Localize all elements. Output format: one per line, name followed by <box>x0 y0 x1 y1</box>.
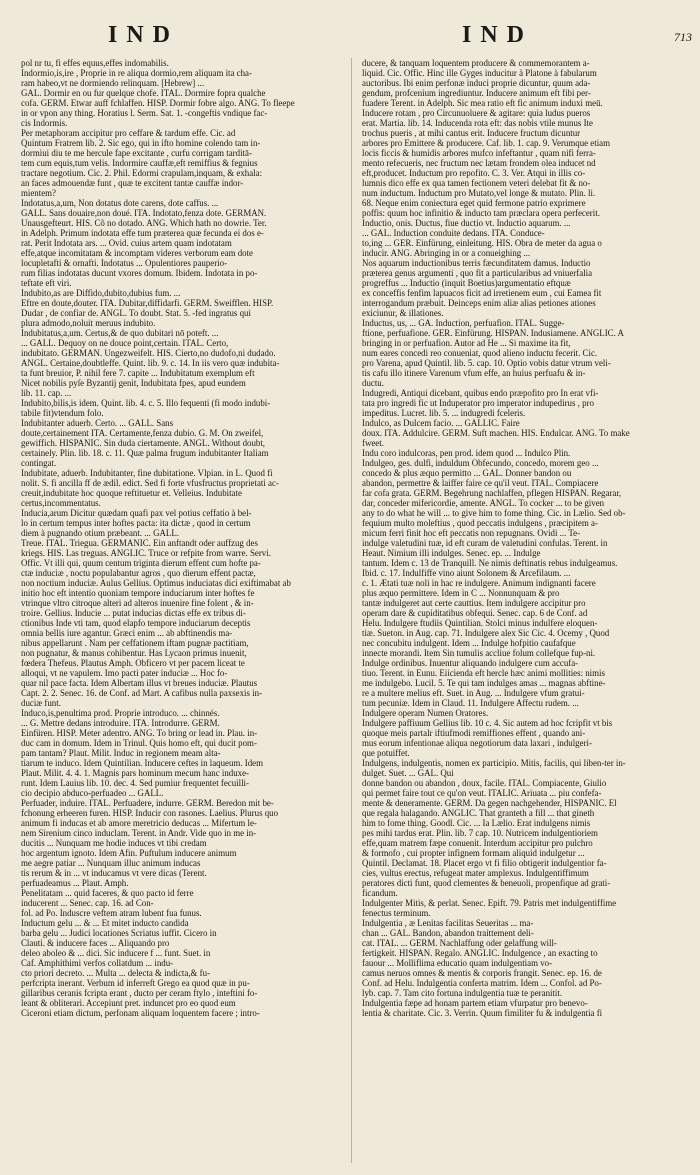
text-line: Capt. 2. 2. Senec. 16. de Conf. ad Mart. A cafibus nulla paxsexis in- <box>21 688 263 698</box>
text-line: tantum. Idem c. 13 de Tranquill. Ne nimis deftinatis rebus indulgeamus. <box>362 558 618 568</box>
text-line: hoc argentum ignoto. Idem Afin. Puftulum inducere animum <box>21 848 237 858</box>
text-line: perfuadeamus ... Plaut. Amph. <box>21 878 129 888</box>
text-line: effe,quam matrem fæpe conuenit. Interdum accipitur pro pulchro <box>362 838 593 848</box>
text-line: tata pro ingredi fic ut Induperator pro imperator indupedirus , pro <box>362 398 594 408</box>
text-line: nem Sirenium cinco induclam. Terent. in Andr. Vide quo in me in- <box>21 828 257 838</box>
text-line: Indulgens, indulgentis, nomen ex participio. Mitis, facilis, qui liben-ter in- <box>362 758 626 768</box>
text-line: tem cum equis,tum velis. Indormire cauffæ,eft remiffius & fegnius <box>21 158 258 168</box>
text-line: fol. ad Po. Induscre veftem atram lubent fua funus. <box>21 908 202 918</box>
text-line: Helu. Indulgere ftudiis Quintilian. Stolci minus indulfere eloquen- <box>362 618 598 628</box>
text-line: initio hoc eft intentio quoniam tempore induciarum inter hoftes fe <box>21 588 255 598</box>
text-line: an faces admouendæ funt , quæ te excitent tantæ cauffæ indor- <box>21 178 244 188</box>
text-line: innecte morandi. Item Sin tumulis accliue folum collefque fup-ni. <box>362 648 596 658</box>
text-line: Dudar , de confiar de. ANGL. To doubt. Stat. 5. -fed ingratus qui <box>21 308 251 318</box>
text-line: Ciceroni etiam dictum, perfonam aliquam loquentem facere ; intro- <box>21 1008 260 1018</box>
text-line: Indulgentia , æ Lenitas facilitas Seueritas ... ma- <box>362 918 534 928</box>
text-line: kriegs. HIS. Las treguas. ANGLIC. Truce or refpite from warre. Servi. <box>21 548 271 558</box>
text-line: far cofa grata. GERM. Begehrung nachlaffen, pflegen HISPAN. Regarar, <box>362 488 622 498</box>
text-line: duciæ funt. <box>21 698 61 708</box>
text-line: inducerent ... Senec. cap. 16. ad Con- <box>21 898 154 908</box>
text-line: Indulgentia fæpe ad honam partem etiam vfurpatur pro benevo- <box>362 998 588 1008</box>
text-line: donne bandon ou abandon , doux, facile. ITAL. Compiacente, Giulio <box>362 778 607 788</box>
text-line: non pugnatur, & manus cohibentur. Has Lycaon primus inuenit, <box>21 648 247 658</box>
text-line: ta funt breuior, P. nihil fere 7. capite ... Indubitatum exemplum eft <box>21 368 255 378</box>
text-line: Clauti. & inducere faces ... Aliquando pro <box>21 938 170 948</box>
text-line: pes mihi tardus erat. Plin. lib. 7 cap. 10. Nutricem indulgentioriem <box>362 828 598 838</box>
text-line: Indubitanter aduerb. Certo. ... GALL. Sans <box>21 418 174 428</box>
text-line: Unausgefteurt. HIS. Cõ no dotado. ANG. Which hath no dowrie. Ter. <box>21 218 267 228</box>
text-line: pam tantam? Plaut. Milit. Induc in regionem meam alta- <box>21 748 221 758</box>
text-line: ram habeo,vt ne dormiendo relinquam. [Hebrew] ... <box>21 78 205 88</box>
text-line: Indulgenter Mitis, & perlat. Senec. Epift. 79. Patris met indulgentiffime <box>362 898 617 908</box>
text-line: auctoribus. Ibi enim perfonæ induci proprie dicuntur, quum ada- <box>362 78 591 88</box>
text-line: que regala halagando. ANGLIC. That granteth a fill ... that gineth <box>362 808 595 818</box>
running-header <box>0 0 700 52</box>
text-line: trochus pueris , at mihi cantus erit. Inducere fructum dicuntur <box>362 128 581 138</box>
text-line: lyb. cap. 7. Tam cito fortuna indulgentia tuæ te peranitit. <box>362 988 563 998</box>
text-line: quar nil pace facta. Idem Albertam illus vt breues induciæ. Plautus <box>21 678 258 688</box>
text-line: Indugredi, Antiqui dicebant, quibus endo præpofito pro In erat vfi- <box>362 388 599 398</box>
text-line: bringing in or perfuafion. Autor ad He ... Si maxime ita fit, <box>362 338 571 348</box>
text-line: mus eorum infentionae aliqua negotiorum data laxari , indulgeri- <box>362 738 592 748</box>
text-line: fertigkeit. HISPAN. Regalo. ANGLIC. Indulgence , an exacting to <box>362 948 598 958</box>
text-line: Nicet nobilis pyſe Byzantij genit, Indubitata fpes, apud eundem <box>21 378 246 388</box>
text-line: him to fome thing. Goodl. Cic. ... Ia Lælio. Erat indulgens nimis <box>362 818 591 828</box>
text-line: lib. 11. cap. ... <box>21 388 72 398</box>
text-line: locis ficcis & humidis arbores mufco infeftantur , quam nifi ferra- <box>362 148 596 158</box>
text-line: dormiui diu te me hercule fape excitante , curfu corrigam tarditā- <box>21 148 252 158</box>
text-line: eft,producet. Inductum pro repofito. C. 3. Ver. Atqui in illis co- <box>362 168 586 178</box>
text-line: poffis: quum hoc infinitio & inducto tam præclara opera perfecerit. <box>362 208 600 218</box>
text-line: lentia & charitate. Cic. 3. Verrin. Quum fimiliter fu & indulgentia fi <box>362 1008 603 1018</box>
text-line: perfcripta inerant. Verbum id inferreft Grego ea quod quæ in pu- <box>21 978 250 988</box>
text-line: Indulgere operam Numen Oratores. <box>362 708 489 718</box>
text-line: Treue. ITAL. Triegua. GERMANIC. Ein anftandt oder auffzug des <box>21 538 258 548</box>
text-line: tiæ. Sueton. in Aug. cap. 71. Indulgere alex Sic Cic. 4. Ocemy , Quod <box>362 628 610 638</box>
text-line: certainely. Plin. lib. 18. c. 11. Quæ palma frugum indubitanter Italiam <box>21 448 269 458</box>
text-line: tantæ indulgeret aut certe cauttius. Item indulgere accipitur pro <box>362 598 586 608</box>
text-line: erat. Martia. lib. 14. Inducenda rota eft: das nobis vtile munus Ite <box>362 118 593 128</box>
text-line: ctionibus Inde vti tam, quod elapfo tempore induciarum deceptis <box>21 618 251 628</box>
text-line: diem à pugnando otium præbeant. ... GALL. <box>21 528 179 538</box>
text-line: exiciunur, & illationes. <box>362 308 444 318</box>
text-line: dar, conceder mifericordie, amente. ANGL. To cocker ... to be given <box>362 498 605 508</box>
text-line: Plaut. Milit. 4. 4. 1. Magnis pars hominum mecum hanc induxe- <box>21 768 250 778</box>
text-line: num inductum. Inductum pro Mutato,vel longe & mutato. Plin. li. <box>362 188 596 198</box>
text-line: cat. ITAL. ... GERM. Nachlaffung oder gelaffung will- <box>362 938 557 948</box>
text-line: Caf. Amphithimi verfos collatdum ... indu- <box>21 958 174 968</box>
running-head-right: IND <box>462 22 534 48</box>
text-line: tum pecuniæ. Idem in Claud. 11. Indulgere Affectu rudem. ... <box>362 698 579 708</box>
text-line: cis Indormis. <box>21 118 68 128</box>
text-line: ficandum. <box>362 888 398 898</box>
text-line: ANGL. Certaine,doubtleffe. Quint. lib. 9. c. 14. In iis vero quæ indubita- <box>21 358 280 368</box>
text-line: lumnis dico effe ex qua tamen fectionem veteri delebat fit & no- <box>362 178 591 188</box>
text-line: ... G. Mettre dedans introduire. ITA. Introdurre. GERM. <box>21 718 220 728</box>
text-line: Nos aquarum inductionibus terris fæcunditatem damus. Inductio <box>362 258 591 268</box>
text-line: cto priori decreto. ... Multa ... delecta & indicta,& fu- <box>21 968 211 978</box>
text-line: quoque meis partalr iftiufmodi remiffiones effent , quando ani- <box>362 728 586 738</box>
text-line: Einfüren. HISP. Meter adentro. ANG. To bring or lead in. Plau. in- <box>21 728 258 738</box>
text-line: que potuiffet. <box>362 748 410 758</box>
text-line: Indulgeo, ges. dulfi, induldum Obfecundo, concedo, morem geo ... <box>362 458 599 468</box>
text-line: plura admodo,noluit meruus indubito. <box>21 318 156 328</box>
text-line: Indubitatus,a,um. Certus,& de quo dubitari nō poteft. ... <box>21 328 219 338</box>
text-line: interrogandum præbuit. Deinceps enim aliæ alias petiones ationes <box>362 298 596 308</box>
text-line: peratores dicti funt, quod clementes & beneuoli, propenfique ad grati- <box>362 878 611 888</box>
text-line: ducitis ... Nunquam me hodie induces vt tibi credam <box>21 838 207 848</box>
text-line: præterea genus argumenti , quo fit a particularibus ad vniuerfalia <box>362 268 593 278</box>
text-line: fequium multo moleftius , quod peccatis indulgens , præcipitem a- <box>362 518 598 528</box>
text-line: animum fi inducas et ab amore meretricio deducas ... Mifertum le- <box>21 818 257 828</box>
text-line: Indormio,is,ire , Proprie in re aliqua dormio,rem aliquam ita cha- <box>21 68 252 78</box>
text-line: & formofo , cui propter infignem formam aliquid indulgetur ... <box>362 848 585 858</box>
text-line: leant & obliterari. Accepiunt pret. induncet pro eo quod eum <box>21 998 236 1008</box>
text-line: Inductum gelu ... & ... Et mitet inducto candida <box>21 918 189 928</box>
text-line: GAL. Dormir en ou fur quelque chofe. ITAL. Dormire fopra qualche <box>21 88 266 98</box>
text-line: inducir. ANG. Abringing in or a conueighing ... <box>362 248 531 258</box>
text-line: micum ferri finit hoc eft peccatis non repugnans. Ovidi ... Te- <box>362 528 581 538</box>
text-line: Quintum Fratrem lib. 2. Sic ego, qui in ifto homine colendo tam in- <box>21 138 261 148</box>
text-line: qui permet faire tout ce qu'on veut. ITALIC. Ariuata ... piu confefa- <box>362 788 602 798</box>
text-line: liquid. Cic. Offic. Hinc ille Gyges inducitur à Platone à fabularum <box>362 68 597 78</box>
text-line: fauour ... Molliflima educatio quam indulgentiam vo- <box>362 958 553 968</box>
text-line: rat. Perit Indotata ars. ... Ovid. cuius artem quam indotatam <box>21 238 232 248</box>
text-line: ex conceffis fenfim lapuacos ficit ad irretienem eum , cui Eamea fit <box>362 288 602 298</box>
text-line: alloqui, vt ne vapulem. Imo pacti pater induciæ ... Hoc fo- <box>21 668 228 678</box>
text-line: Perfuader, induire. ITAL. Perfuadere, indurre. GERM. Beredon mit be- <box>21 798 274 808</box>
text-line: gewiffich. HISPANIC. Sin duda ciertamente. ANGL. Without doubt, <box>21 438 266 448</box>
text-line: Indubitate, aduerb. Indubitanter, fine dubitatione. Vlpian. in L. Quod fi <box>21 468 273 478</box>
left-column <box>21 58 339 1163</box>
page-number: 713 <box>674 30 692 44</box>
text-line: nolit. S. fi ancilla ff de ædil. edict. Sed fi forte vfusfructus proprietati ac- <box>21 478 279 488</box>
text-line: Inductio, onis. Ductus, fiue ductio vt. Inductio aquarum. ... <box>362 218 571 228</box>
text-line: dulget. Suet. ... GAL. Qui <box>362 768 454 778</box>
text-line: Inductus, us, ... GA. Induction, perfuafion. ITAL. Sugge- <box>362 318 565 328</box>
text-line: tis rerum & in ... vt inducamus vt vere dicas (Terent. <box>21 868 207 878</box>
text-line: tis cafu illo itinere Varenum vfum effe, an huius perfuafu & in- <box>362 368 586 378</box>
text-line: cofa. GERM. Etwar auff fchlaffen. HISP. Dormir fobre algo. ANG. To fleepe <box>21 98 295 108</box>
text-line: ctæ induciæ , noctu populabantur agros , quo dierum effent pactæ, <box>21 568 256 578</box>
text-line: to,ing ... GER. Einfürung, einleitung. HIS. Obra de meter da agua o <box>362 238 602 248</box>
text-line: fchonung erheeren furen. HISP. Inducir con rasones. Laelius. Plurus quo <box>21 808 279 818</box>
text-line: Eftre en doute,douter. ITA. Dubitar,diffidarfi. GERM. Sweifflen. HISP. <box>21 298 274 308</box>
text-line: GALL. Sans douaire,non doué. ITA. Indotato,fenza dote. GERMAN. <box>21 208 267 218</box>
text-line: mente & deneramente. GERM. Da gegen nachgehender, HISPANIC. El <box>362 798 617 808</box>
text-line: doute,certainement ITA. Certamente,fenza dubio. G. M. On zweifel, <box>21 428 264 438</box>
text-line: lo in certum tempus inter hoftes pacta: ita dictæ , quod in certum <box>21 518 251 528</box>
text-line: ductu. <box>362 378 384 388</box>
text-line: tractare negotium. Cic. 2. Phil. Edormi crapulam,inquam, & exhala: <box>21 168 263 178</box>
text-line: Per metaphoram accipitur pro ceffare & tardum effe. Cic. ad <box>21 128 236 138</box>
text-line: tiarum te induco. Idem Quintilian. Inducere ceftes in laqueum. Idem <box>21 758 264 768</box>
text-line: Ibid. c. 17. Indulfiffe vino aiunt Solonem & Arcefilaum. ... <box>362 568 571 578</box>
text-line: fœdera Thefeus. Plautus Amph. Obficero vt per pacem liceat te <box>21 658 245 668</box>
text-line: contingat. <box>21 458 57 468</box>
text-line: barba gelu ... Judici locationes Scriatus iuffit. Cicero in <box>21 928 217 938</box>
right-column <box>362 58 680 1163</box>
text-line: arbores pro Emittere & producere. Caf. lib. 1. cap. 9. Verumque etiam <box>362 138 611 148</box>
text-line: in Adelph. Primum indotata effe tum præterea quæ fecunda ei dos e- <box>21 228 264 238</box>
text-line: mientem? <box>21 188 56 198</box>
text-line: ftione, perfuafione. GER. Einfürung. HISPAN. Indusiamene. ANGLIC. A <box>362 328 624 338</box>
text-line: cio decipio abduco-perfuadeo ... GALL. <box>21 788 164 798</box>
text-line: Indubito,bilis,is idem. Quint. lib. 4. c. 5. Illo fequenti (fi modo indubi- <box>21 398 271 408</box>
text-line: tiuo. Terent. in Eunu. Eiicienda eft hercle hæc animi mollities: nimis <box>362 668 605 678</box>
text-line: abandon, permettre & laiffer faire ce qu'il veut. ITAL. Compiacere <box>362 478 599 488</box>
running-head-left: IND <box>108 22 180 48</box>
text-line: plus æquo permittere. Idem in C ... Nonnunquam & pro <box>362 588 560 598</box>
text-line: Heaut. Nimium illi indulges. Senec. ep. ... Indulge <box>362 548 541 558</box>
text-line: Indulgere paffiuum Gellius lib. 10 c. 4. Sic autem ad hoc fcripfit vt bis <box>362 718 613 728</box>
text-line: vtrinque vltro citroque alteri ad alteros inuenire fine folent , & in- <box>21 598 254 608</box>
text-line: camus neruos omnes & mentis & corporis frangit. Senec. ep. 16. de <box>362 968 602 978</box>
text-line: pro Varena, apud Quintil. lib. 5. cap. 10. Optio vobis datur vtrum veli- <box>362 358 611 368</box>
text-line: certus,incommentatus. <box>21 498 101 508</box>
text-line: Indubito,as are Diffido,dubito,dubius fum. ... <box>21 288 181 298</box>
text-line: Conf. ad Helu. Indulgentia conferta matrim. Idem ... Confol. ad Po- <box>362 978 602 988</box>
text-line: Induco,is,penultima prod. Proprie introduco. ... chinnés. <box>21 708 220 718</box>
text-line: Indulge ordinibus. Inuentur aliquando indulgere cum accufa- <box>362 658 579 668</box>
text-line: fenectus terminum. <box>362 908 431 918</box>
text-line: me indulgebo. Lucil. 5. Te qui tam indulges amas ... magnas abftine- <box>362 678 606 688</box>
text-line: Inducere rotam , pro Circunuoluere & agitare: quia ludus pueros <box>362 108 591 118</box>
text-line: concedo & plus æquo permitto ... GAL. Donner bandon ou <box>362 468 572 478</box>
text-line: in or vpon any thing. Horatius l. Serm. Sat. 1. -congeftis vndique fac- <box>21 108 268 118</box>
text-line: teftate eft viri. <box>21 278 72 288</box>
text-line: chan ... GAL. Bandon, abandon traittement deli- <box>362 928 534 938</box>
text-line: Indu coro indulcoras, pen prod. idem quod ... Indulco Plin. <box>362 448 571 458</box>
text-line: fuadere Terent. in Adelph. Sic mea ratio eft fic animum induxi meū. <box>362 98 603 108</box>
text-line: creuit,indubitate hoc quoque reftituetur et. Velleius. Indubitate <box>21 488 242 498</box>
text-line: pol nr tu, fi effes equus,effes indomabilis. <box>21 58 169 68</box>
text-line: nec concubitu indulgent. Idem ... Indulge hofpitio caufafque <box>362 638 576 648</box>
text-line: non noctium induciæ. Aulus Gellius. Optimus induciatas dici exiftimabat ab <box>21 578 291 588</box>
text-line: Quintil. Declamat. 18. Placet ergo vt fi filio obtigerit indulgentior fa- <box>362 858 607 868</box>
text-line: ... GAL. Induction conduite dedans. ITA. Conduce- <box>362 228 545 238</box>
text-line: Indotatus,a,um, Non dotatus dote carens, dote caffus. ... <box>21 198 219 208</box>
text-line: gillaribus ceranis fcripta erant , ducto per ceram ftylo , inteftini fo- <box>21 988 258 998</box>
text-line: mento refecueris, nec fructum nec lætam frondem olea inducet nd <box>362 158 596 168</box>
text-line: gendum, profcenium ingrediuntur. Inducere animum eft fibi per- <box>362 88 591 98</box>
text-line: Offic. Vt illi qui, quum centum triginta dierum effent cum hofte pa- <box>21 558 261 568</box>
text-line: indulge valetudini tuæ, id eft curam de valetudini confulas. Terent. in <box>362 538 608 548</box>
text-line: c. 1. Ætati tuæ noli in hac re indulgere. Animum indignanti facere <box>362 578 596 588</box>
text-line: 68. Neque enim coniectura eget quid fermone patrio exprimere <box>362 198 586 208</box>
text-line: omnia bellis iure agantur. Græci enim ... ab abftinendis ma- <box>21 628 233 638</box>
text-line: me aegre patiar ... Nunquam illuc animum inducas <box>21 858 201 868</box>
text-line: duc cam in domum. Idem in Trinul. Quis homo eft, qui ducit pom- <box>21 738 257 748</box>
text-line: operam dare & cupiditatibus obfequi. Senec. cap. 6 de Conf. ad <box>362 608 588 618</box>
text-line: Inducia,arum Dicitur quædam quafi pax vel potius ceffatio à bel- <box>21 508 252 518</box>
text-line: ... GALL. Dequoy on ne douce point,certain. ITAL. Certo, <box>21 338 229 348</box>
text-line: indubitato. GERMAN. Ungezweifelt. HIS. Cierto,no dudofo,ni dudado. <box>21 348 276 358</box>
text-line: impeditus. Lucret. lib. 5. ... indugredi fceleris. <box>362 408 526 418</box>
text-line: progreffus ... Inductio (inquit Boetius)argumentatio eftquæ <box>362 278 571 288</box>
text-line: effe,atque incomitatam & incomptam videres verborum eam dote <box>21 248 253 258</box>
text-line: fweet. <box>362 438 384 448</box>
text-line: ducere, & tanquam loquentem producere & commemorantem a- <box>362 58 590 68</box>
text-line: rum filias indotatas ducunt vxores domum. Ibidem. Indotata in po- <box>21 268 258 278</box>
text-line: any to do what he will ... to give him to fome thing. Cic. in Lælio. Sed ob- <box>362 508 626 518</box>
text-line: cies, vultus erectus, refugeat mater amplexus. Indulgentiffimum <box>362 868 589 878</box>
column-divider <box>351 58 352 1163</box>
text-line: tabile fit)vtendum folo. <box>21 408 104 418</box>
text-line: doux. ITA. Addulcire. GERM. Suft machen. HIS. Endulcar. ANG. To make <box>362 428 630 438</box>
text-line: num eares concedi reo conueniat, quod alieno inductu fecerit. Cic. <box>362 348 598 358</box>
text-line: Indulco, as Dulcem facio. ... GALLIC. Faire <box>362 418 520 428</box>
text-line: deleo aboleo & ... dici. Sic inducere f ... funt. Suet. in <box>21 948 211 958</box>
text-line: troire. Gellius. Inducie ... putat inducias dictas effe ex tribus di- <box>21 608 246 618</box>
text-line: re a multere melius eft. Suet. in Aug. ... Indulgere vfum gratui- <box>362 688 585 698</box>
text-line: runt. Idem Lauius lib. 10. dec. 4. Sed pumiur frequentet fecuilli- <box>21 778 249 788</box>
text-line: Penelitatam ... quid faceres, & quo pacto id ferre <box>21 888 194 898</box>
text-line: nibus appellarunt . Nam per ceffationem iftam pugnæ pactitiam, <box>21 638 249 648</box>
text-line: locupletafti & ornafti. Indotatus ... Opulentiores pauperio- <box>21 258 228 268</box>
